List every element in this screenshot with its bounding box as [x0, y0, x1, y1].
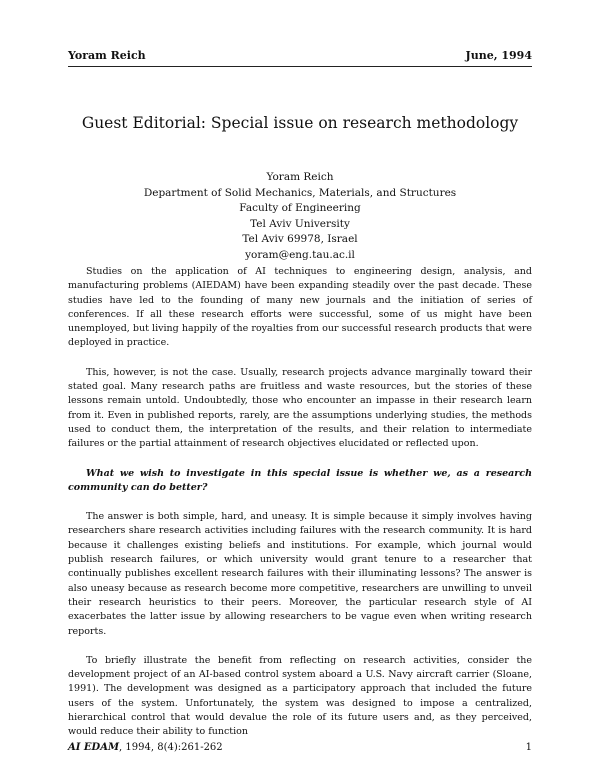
paragraph-2: This, however, is not the case. Usually, research projects advance marginally toward their stated goal. Many research paths are fruitless and waste resources, but the stories of these lessons remain untold. Undoubtedly, those who encounter an impasse in their research learn from it. Even in published reports, rarely, are the assumptions underlying studies, the methods used to conduct them, the interpretation of the results, and their relation to intermediate failures or the partial attainment of research objectives elucidated or reflected upon.: [68, 366, 532, 450]
paper-title: Guest Editorial: Special issue on research methodology: [81, 114, 519, 132]
author-department: Department of Solid Mechanics, Materials, and Structures: [143, 186, 457, 199]
page-footer: [68, 741, 532, 754]
page-number: 1: [525, 742, 532, 753]
header-date: June, 1994: [465, 49, 532, 62]
author-email[interactable]: yoram@eng.tau.ac.il: [245, 248, 355, 261]
author-name: Yoram Reich: [266, 171, 334, 183]
paragraph-1: Studies on the application of AI techniques to engineering design, analysis, and manufacturing problems (AIEDAM) have been expanding steadily over the past decade. These studies have led to the founding of many new journals and the initiation of series of conferences. If all these research efforts were successful, some of us might have been unemployed, but living happily of the royalties from our successful research products that were deployed in practice.: [68, 266, 532, 349]
author-university: Tel Aviv University: [250, 217, 350, 230]
header-author: Yoram Reich: [68, 49, 146, 62]
author-block: [0, 170, 600, 264]
header-rule: [68, 66, 532, 67]
running-header: [68, 49, 532, 63]
author-faculty: Faculty of Engineering: [239, 202, 361, 215]
author-address: Tel Aviv 69978, Israel: [242, 233, 358, 246]
citation-journal: AI EDAM: [68, 742, 120, 753]
paragraph-research-question: What we wish to investigate in this special issue is whether we, as a research community can do better?: [68, 467, 532, 493]
citation-details: , 1994, 8(4):261-262: [119, 742, 223, 753]
paragraph-5: To briefly illustrate the benefit from reflecting on research activities, consider the development project of an AI-based control system aboard a U.S. Navy aircraft carrier (Sloane, 1991). The development was designed as a participatory approach that included the future users of the system. Unfortunately, the system was designed to impose a centralized, hierarchical control that would devalue the role of its future users and, as they perceived, would reduce their ability to function: [68, 654, 532, 738]
paragraph-4: The answer is both simple, hard, and uneasy. It is simple because it simply involves having researchers share research activities including failures with the research community. It is hard because it challenges existing beliefs and institutions. For example, which journal would publish research failures, or which university would grant tenure to a researcher that continually publishes excellent research failures with their illuminating lessons? The answer is also uneasy because as research become more competitive, researchers are unwilling to unveil their research heuristics to their peers. Moreover, the particular research style of AI exacerbates the latter issue by allowing researchers to be vague even when writing research reports.: [68, 511, 532, 637]
body-text: [68, 265, 532, 755]
footer-citation: [68, 741, 223, 754]
